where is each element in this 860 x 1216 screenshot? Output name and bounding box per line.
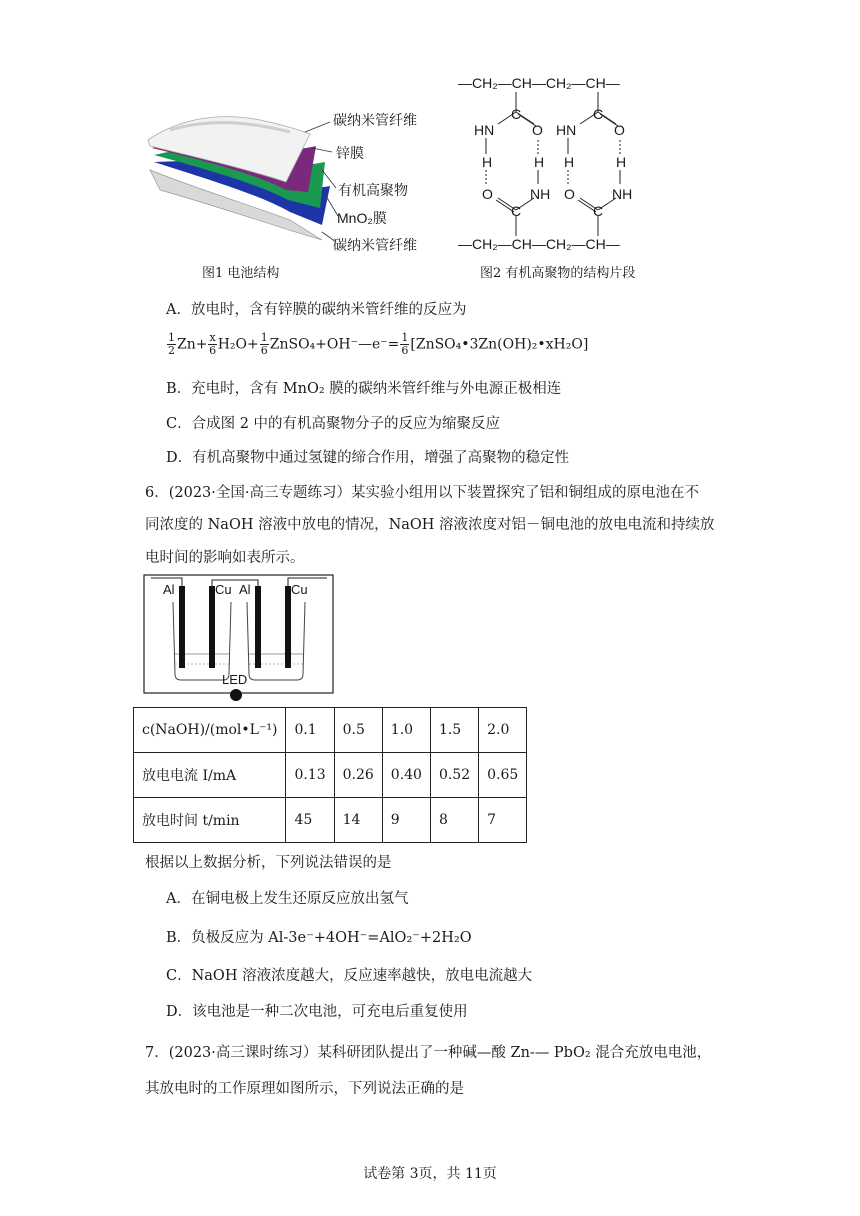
layer-label-zinc: 锌膜 xyxy=(336,145,364,161)
fraction: $\frac{1}{6}$ xyxy=(260,331,268,357)
polymer-top-chain: —CH₂—CH—CH₂—CH— xyxy=(458,75,620,91)
atom-o: O xyxy=(564,186,575,202)
atom-hn: HN xyxy=(474,122,495,138)
layer-label-polymer: 有机高聚物 xyxy=(338,182,408,198)
table-cell: 0.40 xyxy=(382,753,430,798)
table-cell: 1.0 xyxy=(382,708,430,753)
layer-label-bottom-fiber: 碳纳米管纤维 xyxy=(333,237,417,253)
table-row-head: c(NaOH)/(mol•L⁻¹) xyxy=(134,708,286,753)
naoh-concentration-table xyxy=(133,707,527,843)
polymer-bottom-chain: —CH₂—CH—CH₂—CH— xyxy=(458,236,620,252)
fraction: $\frac{1}{6}$ xyxy=(401,331,409,357)
table-cell: 0.5 xyxy=(334,708,382,753)
atom-c: C xyxy=(511,203,522,219)
atom-o: O xyxy=(482,186,493,202)
q6-option-c: C．NaOH 溶液浓度越大，反应速率越快，放电电流越大 xyxy=(166,968,533,984)
atom-h: H xyxy=(534,154,545,170)
atom-o: O xyxy=(532,122,543,138)
table-row xyxy=(134,798,527,843)
q7-stem-line2: 其放电时的工作原理如图所示，下列说法正确的是 xyxy=(145,1081,464,1097)
table-cell: 14 xyxy=(334,798,382,843)
table-cell: 0.26 xyxy=(334,753,382,798)
table-cell: 1.5 xyxy=(430,708,478,753)
q6-stem-line3: 电时间的影响如表所示。 xyxy=(145,550,305,566)
atom-h: H xyxy=(616,154,627,170)
layer-label-mno2: MnO₂膜 xyxy=(337,210,387,226)
figure1-caption: 图1 电池结构 xyxy=(202,266,280,281)
atom-o: O xyxy=(614,122,625,138)
table-cell: 2.0 xyxy=(479,708,527,753)
table-cell: 0.1 xyxy=(286,708,334,753)
atom-nh: NH xyxy=(612,186,633,202)
electrode-label-al: Al xyxy=(239,582,251,597)
atom-c: C xyxy=(511,106,522,122)
q6-stem-line1: 6．(2023·全国·高三专题练习）某实验小组用以下装置探究了铝和铜组成的原电池在不 xyxy=(145,485,699,501)
fraction: $\frac{1}{2}$ xyxy=(168,331,175,357)
q6-option-a: A．在铜电极上发生还原反应放出氢气 xyxy=(166,891,409,907)
table-row-head: 放电时间 t/min xyxy=(134,798,286,843)
table-cell: 0.13 xyxy=(286,753,334,798)
q5-option-b: B．充电时，含有 MnO₂ 膜的碳纳米管纤维与外电源正极相连 xyxy=(166,381,562,397)
table-row-head: 放电电流 I/mA xyxy=(134,753,286,798)
led-label: LED xyxy=(222,672,248,687)
table-row xyxy=(134,753,527,798)
table-cell: 7 xyxy=(479,798,527,843)
q5-option-a-intro: A．放电时，含有锌膜的碳纳米管纤维的反应为 xyxy=(166,302,467,318)
table-row xyxy=(134,708,527,753)
atom-c: C xyxy=(593,106,604,122)
q6-stem-line2: 同浓度的 NaOH 溶液中放电的情况，NaOH 溶液浓度对铝－铜电池的放电电流和持续放 xyxy=(145,517,715,533)
table-cell: 0.65 xyxy=(479,753,527,798)
q5-option-c: C．合成图 2 中的有机高聚物分子的反应为缩聚反应 xyxy=(166,416,501,432)
atom-hn: HN xyxy=(556,122,577,138)
q5-option-d: D．有机高聚物中通过氢键的缔合作用，增强了高聚物的稳定性 xyxy=(166,450,570,466)
page-footer: 试卷第 3页，共 11页 xyxy=(363,1166,497,1182)
atom-nh: NH xyxy=(530,186,551,202)
q6-question: 根据以上数据分析，下列说法错误的是 xyxy=(145,855,392,871)
q6-option-b: B．负极反应为 Al-3e⁻+4OH⁻=AlO₂⁻+2H₂O xyxy=(166,930,472,946)
electrode-label-cu: Cu xyxy=(291,582,308,597)
table-cell: 45 xyxy=(286,798,334,843)
atom-c: C xyxy=(593,203,604,219)
figure2-caption: 图2 有机高聚物的结构片段 xyxy=(480,266,636,281)
electrode-label-al: Al xyxy=(163,582,175,597)
layer-label-top-fiber: 碳纳米管纤维 xyxy=(333,112,417,128)
q6-option-d: D．该电池是一种二次电池，可充电后重复使用 xyxy=(166,1004,468,1020)
electrode-label-cu: Cu xyxy=(215,582,232,597)
table-cell: 8 xyxy=(430,798,478,843)
q7-stem-line1: 7．(2023·高三课时练习）某科研团队提出了一种碱—酸 Zn-— PbO₂ 混合充放电电池， xyxy=(145,1045,712,1061)
atom-h: H xyxy=(564,154,575,170)
q5-option-a-equation: $\frac{1}{2}$ Zn+ $\frac{x}{6}$ H₂O+ $\frac{1}{6}$ ZnSO₄+OH⁻—e⁻= $\frac{1}{6}$ [ZnSO₄•3Zn(OH)₂•xH₂O] xyxy=(168,331,589,357)
table-cell: 9 xyxy=(382,798,430,843)
atom-h: H xyxy=(482,154,493,170)
fraction: $\frac{x}{6}$ xyxy=(209,331,217,357)
table-cell: 0.52 xyxy=(430,753,478,798)
